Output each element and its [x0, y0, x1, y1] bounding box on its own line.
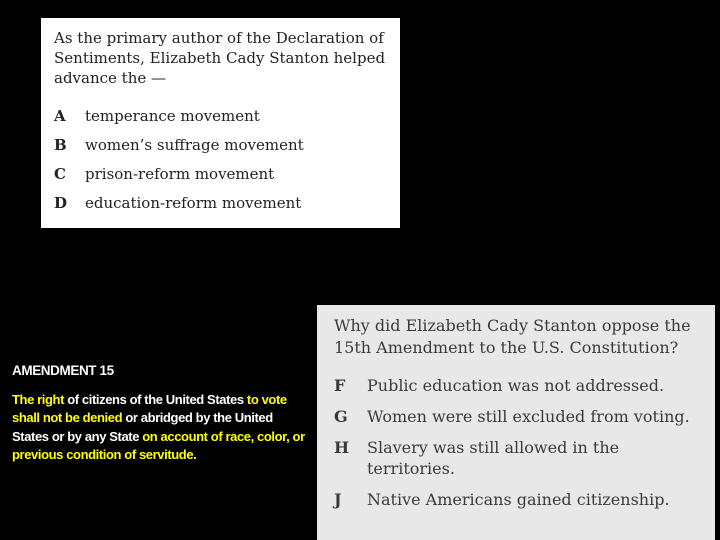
option-text: Native Americans gained citizenship. [367, 490, 670, 509]
answer-option-c[interactable] [54, 164, 388, 193]
amendment-phrase-highlight: to vote shall not be denied [12, 391, 287, 425]
option-text: Women were still excluded from voting. [367, 407, 690, 426]
option-text: Slavery was still allowed in the territories. [367, 438, 620, 478]
answer-options [334, 375, 701, 510]
answer-option-d[interactable] [54, 193, 388, 222]
question-text: As the primary author of the Declaration of Sentiments, Elizabeth Cady Stanton helped advance the — [54, 29, 386, 87]
option-letter: D [54, 194, 68, 212]
amendment-body [12, 391, 312, 465]
option-letter: A [54, 107, 66, 125]
answer-option-b[interactable] [54, 135, 388, 164]
option-letter: F [334, 376, 346, 395]
amendment-15-text-block [12, 362, 312, 465]
question-card-stanton-declaration [41, 18, 400, 228]
amendment-phrase: or abridged by the United States or by any State [12, 410, 273, 444]
amendment-title: AMENDMENT 15 [12, 363, 114, 378]
question-card-15th-amendment [317, 305, 715, 540]
amendment-phrase-highlight: on account of race, color, or previous condition of servitude. [12, 428, 305, 462]
option-text: Public education was not addressed. [367, 376, 665, 395]
option-letter: B [54, 136, 67, 154]
answer-option-f[interactable] [334, 375, 701, 396]
option-text: prison-reform movement [85, 165, 275, 183]
answer-option-a[interactable] [54, 106, 388, 135]
option-letter: H [334, 438, 350, 457]
option-letter: C [54, 165, 66, 183]
amendment-phrase-highlight: The right [12, 391, 65, 407]
option-letter: J [334, 490, 342, 509]
answer-options [54, 106, 388, 222]
option-text: temperance movement [85, 107, 260, 125]
answer-option-j[interactable] [334, 489, 701, 510]
question-text: Why did Elizabeth Cady Stanton oppose the 15th Amendment to the U.S. Constitution? [334, 316, 691, 357]
answer-option-h[interactable] [334, 437, 701, 479]
option-letter: G [334, 407, 348, 426]
amendment-phrase: of citizens of the United States [64, 391, 247, 407]
option-text: women’s suffrage movement [85, 136, 304, 154]
option-text: education-reform movement [85, 194, 302, 212]
answer-option-g[interactable] [334, 406, 701, 427]
